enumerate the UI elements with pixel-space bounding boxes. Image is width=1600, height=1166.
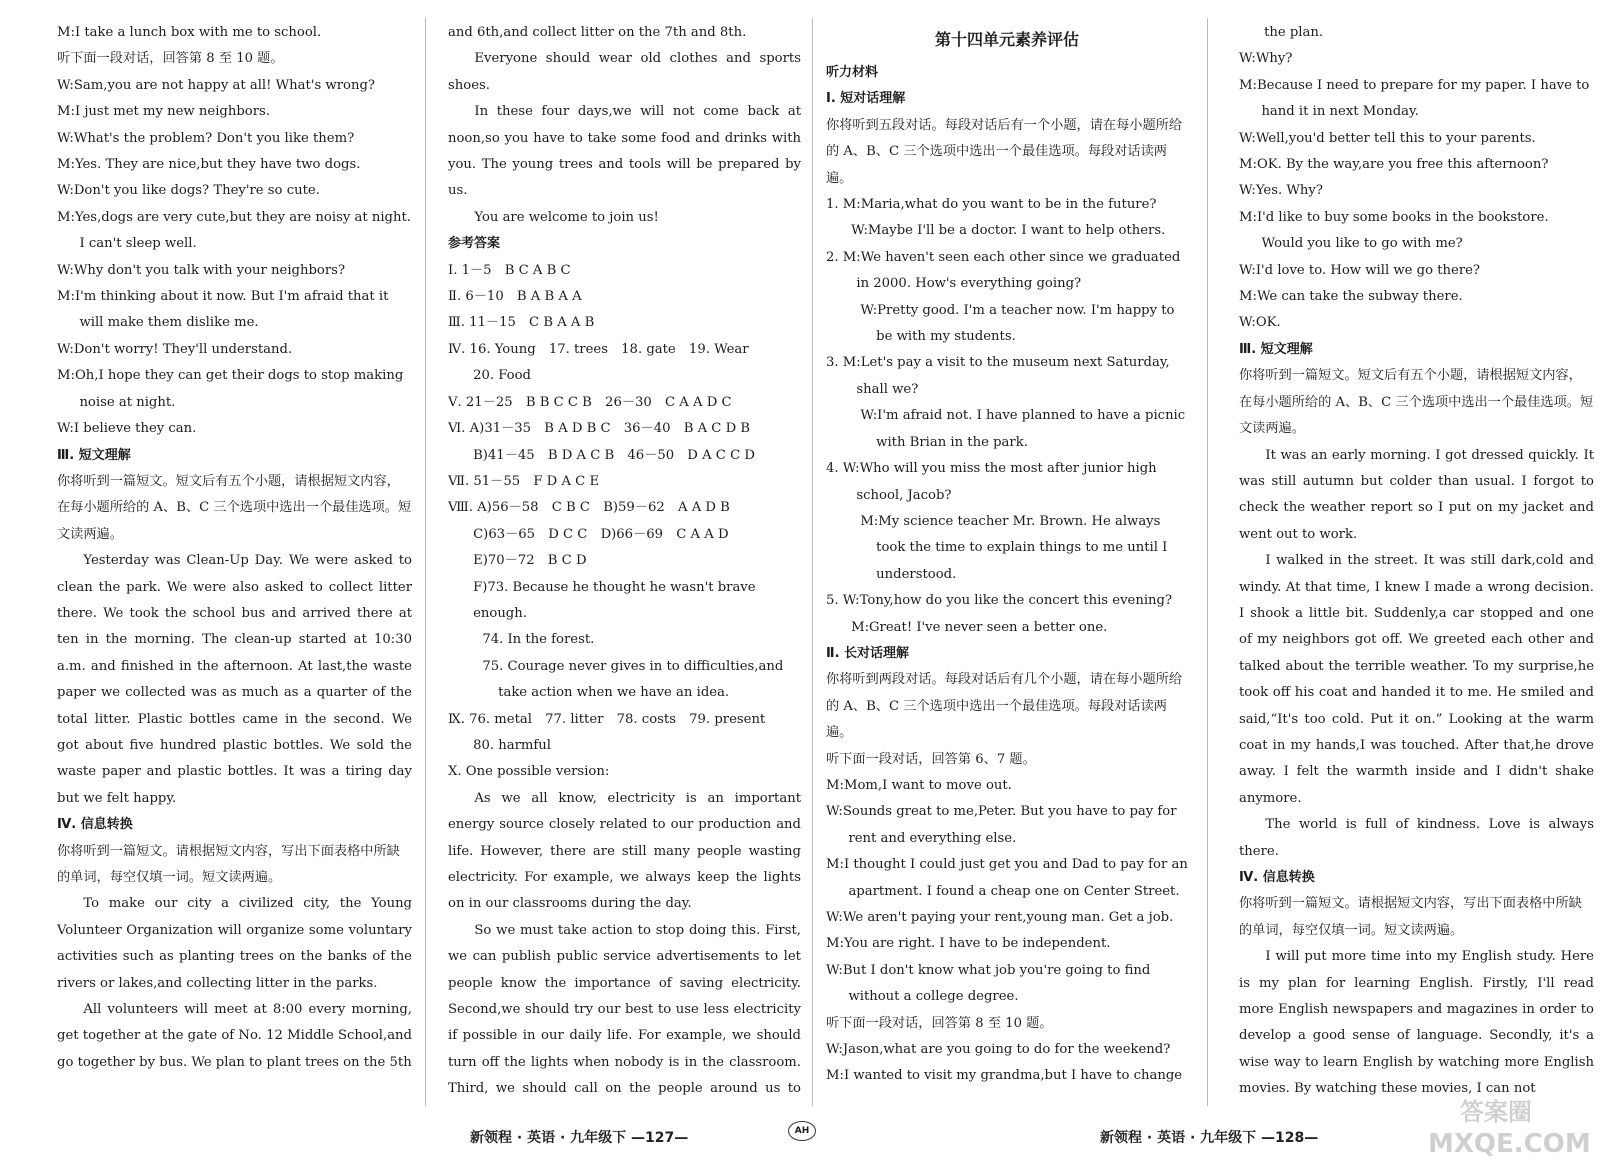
text-line: M:Because I need to prepare for my paper. I have to hand it in next Monday. (1239, 77, 1590, 120)
text-line: W:Why? (1239, 51, 1293, 67)
text-line: I will put more time into my English study. Here is my plan for learning English. Firstly, I'll read more English newspapers and magazines in order to develop a good sense of language. Secondly, it's a wise way to learn English by watching more English movies. By watching these movies, I can not (1239, 949, 1594, 1097)
text-line: 20. Food (473, 368, 531, 384)
text-line: The world is full of kindness. Love is always there. (1239, 817, 1594, 859)
text-line: You are welcome to join us! (474, 209, 659, 225)
text-line: So we must take action to stop doing this. First, we can publish public service advertisements to let people know the importance of saving electricity. Second,we should try our best to use less electricity if possible in our daily life. For example, we should turn off the lights when nobody is in the classroom. Third, we should call on the people around us to (448, 922, 801, 1097)
text-line: As we all know, electricity is an important energy source closely related to our production and life. However, there are still many people wasting electricity. For example, we always keep the lights on in our classrooms during the day. (448, 790, 801, 912)
text-line: W:Jason,what are you going to do for the weekend? (826, 1042, 1171, 1058)
text-line: the plan. (1264, 25, 1324, 40)
text-line: W:Don't you like dogs? They're so cute. (57, 183, 320, 199)
page-gutter (812, 18, 813, 1106)
text-line: 5. W:Tony,how do you like the concert this evening? (826, 593, 1173, 609)
text-line: Everyone should wear old clothes and sports shoes. (448, 51, 801, 93)
text-line: W:Sounds great to me,Peter. But you have to pay for rent and everything else. (826, 804, 1177, 846)
text-line: M:I just met my new neighbors. (57, 104, 271, 120)
watermark-logo (1420, 1090, 1595, 1160)
text-line: To make our city a civilized city, the Young Volunteer Organization will organize some voluntary activities such as planting trees on the banks of the rivers or lakes,and collecting litter in the parks. (57, 896, 412, 991)
section-heading: Ⅲ. 短文理解 (1239, 341, 1313, 357)
text-line: 你将听到一篇短文。请根据短文内容，写出下面表格中所缺的单词，每空仅填一词。短文读两遍。 (1239, 896, 1582, 938)
text-line: W:Maybe I'll be a doctor. I want to help others. (851, 223, 1166, 239)
text-line: 你将听到一篇短文。短文后有五个小题，请根据短文内容，在每小题所给的 A、B、C 三个选项中选出一个最佳选项。短文读两遍。 (57, 473, 412, 542)
text-line: W:Yes. Why? (1239, 183, 1323, 199)
section-heading: 参考答案 (448, 236, 501, 252)
text-line: W:What's the problem? Don't you like them? (57, 130, 355, 146)
text-line: W:OK. (1239, 315, 1281, 331)
text-line: W:Well,you'd better tell this to your parents. (1239, 130, 1536, 146)
text-line: 你将听到一篇短文。请根据短文内容，写出下面表格中所缺的单词，每空仅填一词。短文读两遍。 (57, 843, 400, 885)
text-line: 75. Courage never gives in to difficulties,and take action when we have an idea. (482, 658, 784, 701)
text-line: All volunteers will meet at 8:00 every morning, get together at the gate of No. 12 Middle School,and go together by bus. We plan to plant trees on the 5th (57, 1002, 412, 1070)
text-line: 听下面一段对话，回答第 8 至 10 题。 (826, 1015, 1053, 1031)
section-heading: 听力材料 (826, 65, 879, 80)
text-line: M:I thought I could just get you and Dad to pay for an apartment. I found a cheap one on Center Street. (826, 857, 1188, 899)
text-line: Ⅱ. 6－10 B A B A A (448, 289, 582, 305)
watermark-text-cn: 答案圈 (1460, 1098, 1532, 1126)
text-line: Ⅲ. 11－15 C B A A B (448, 315, 595, 331)
section-heading: Ⅲ. 短文理解 (57, 447, 131, 463)
right-page-footer: 新领程 · 英语 · 九年级下 —128— (1100, 1130, 1319, 1146)
text-line: C)63－65 D C C D)66－69 C A A D (473, 526, 729, 542)
text-line: M:Yes,dogs are very cute,but they are noisy at night. I can't sleep well. (57, 209, 411, 252)
text-line: M:I take a lunch box with me to school. (57, 25, 322, 40)
text-line: W:Don't worry! They'll understand. (57, 341, 293, 357)
text-line: W:Sam,you are not happy at all! What's wrong? (57, 77, 375, 93)
text-line: 听下面一段对话，回答第 8 至 10 题。 (57, 51, 284, 67)
text-line: 你将听到两段对话。每段对话后有几个小题，请在每小题所给的 A、B、C 三个选项中选出一个最佳选项。每段对话读两遍。 (826, 672, 1183, 741)
text-line: M:Mom,I want to move out. (826, 777, 1012, 793)
text-line: W:I'm afraid not. I have planned to have a picnic with Brian in the park. (860, 408, 1186, 450)
text-line: M:My science teacher Mr. Brown. He always took the time to explain things to me until I understood. (860, 513, 1168, 582)
right-page-column-1 (826, 20, 1188, 1105)
text-line: I walked in the street. It was still dark,cold and windy. At that time, I knew I made a wrong decision. I shook a little bit. Suddenly,a car stopped and one of my neighbors got off. We greeted each other and talked about the terrible weather. To my surprise,he took off his coat and handed it to me. He smiled and said,“It's too cold. Put it on.” Looking at the warm coat in my hands,I was touched. After that,he drove away. I felt the warmth inside and I didn't shake anymore. (1239, 553, 1594, 806)
left-page-column-2 (448, 20, 801, 1105)
text-line: F)73. Because he thought he wasn't brave enough. (473, 579, 756, 621)
text-line: Ⅰ. 1－5 B C A B C (448, 262, 571, 278)
text-line: Ⅵ. A)31－35 B A D B C 36－40 B A C D B (448, 421, 751, 437)
text-line: W:Why don't you talk with your neighbors? (57, 262, 346, 278)
text-line: Ⅹ. One possible version: (448, 764, 610, 780)
text-line: M:You are right. I have to be independent. (826, 936, 1111, 952)
watermark-text-en: MXQE.COM (1428, 1129, 1591, 1159)
left-page-footer: 新领程 · 英语 · 九年级下 —127— (470, 1130, 689, 1146)
publisher-logo: AH (788, 1121, 816, 1141)
text-line: W:But I don't know what job you're going to find without a college degree. (826, 962, 1151, 1005)
text-line: M:I'd like to buy some books in the bookstore. Would you like to go with me? (1239, 209, 1549, 252)
unit-title: 第十四单元素养评估 (934, 30, 1079, 49)
text-line: M:We can take the subway there. (1239, 289, 1463, 305)
text-line: M:I'm thinking about it now. But I'm afraid that it will make them dislike me. (57, 289, 389, 331)
section-heading: Ⅰ. 短对话理解 (826, 91, 906, 107)
text-line: E)70－72 B C D (473, 553, 587, 569)
section-heading: Ⅱ. 长对话理解 (826, 645, 910, 661)
text-line: W:I believe they can. (57, 421, 197, 437)
text-line: and 6th,and collect litter on the 7th and 8th. (448, 25, 747, 40)
section-heading: Ⅳ. 信息转换 (1239, 870, 1315, 885)
text-line: M:Oh,I hope they can get their dogs to stop making noise at night. (57, 368, 404, 410)
text-line: 1. M:Maria,what do you want to be in the future? (826, 197, 1157, 213)
text-line: M:OK. By the way,are you free this afternoon? (1239, 157, 1549, 173)
text-line: Yesterday was Clean-Up Day. We were asked to clean the park. We were also asked to collect litter there. We took the school bus and arrived there at ten in the morning. The clean-up started at 10:30 a.m. and finished in the afternoon. At last,the waste paper we collected was as much as a quarter of the total litter. Plastic bottles came in the second. We got about five hundred plastic bottles. We sold the waste paper and plastic bottles. It was a tiring day but we felt happy. (57, 553, 412, 806)
text-line: Ⅸ. 76. metal 77. litter 78. costs 79. present (448, 711, 766, 727)
text-line: M:Great! I've never seen a better one. (851, 619, 1108, 635)
text-line: B)41－45 B D A C B 46－50 D A C C D (473, 447, 755, 463)
text-line: W:We aren't paying your rent,young man. Get a job. (826, 910, 1174, 925)
column-divider (425, 18, 426, 1106)
text-line: 80. harmful (473, 737, 551, 753)
text-line: 2. M:We haven't seen each other since we graduated in 2000. How's everything going? (826, 249, 1181, 292)
section-heading: Ⅳ. 信息转换 (57, 817, 133, 833)
text-line: 你将听到五段对话。每段对话后有一个小题，请在每小题所给的 A、B、C 三个选项中选出一个最佳选项。每段对话读两遍。 (826, 117, 1183, 186)
text-line: 3. M:Let's pay a visit to the museum next Saturday, shall we? (826, 355, 1170, 397)
text-line: It was an early morning. I got dressed quickly. It was still autumn but colder than usual. I forgot to check the weather report so I put on my jacket and went out to work. (1239, 447, 1594, 542)
text-line: 4. W:Who will you miss the most after junior high school, Jacob? (826, 461, 1157, 503)
left-page-column-1 (57, 20, 412, 1105)
text-line: 听下面一段对话，回答第 6、7 题。 (826, 751, 1036, 767)
text-line: M:I wanted to visit my grandma,but I have to change (826, 1068, 1183, 1084)
text-line: Ⅷ. A)56－58 C B C B)59－62 A A D B (448, 500, 730, 516)
text-line: 你将听到一篇短文。短文后有五个小题，请根据短文内容，在每小题所给的 A、B、C 三个选项中选出一个最佳选项。短文读两遍。 (1239, 368, 1594, 437)
column-divider (1207, 18, 1208, 1106)
text-line: 74. In the forest. (482, 632, 595, 648)
text-line: Ⅶ. 51－55 F D A C E (448, 473, 600, 489)
text-line: Ⅴ. 21－25 B B C C B 26－30 C A A D C (448, 394, 732, 410)
text-line: In these four days,we will not come back at noon,so you have to take some food and drinks with you. The young trees and tools will be prepared by us. (448, 104, 801, 199)
right-page-column-2 (1239, 20, 1594, 1105)
text-line: W:I'd love to. How will we go there? (1239, 262, 1480, 278)
text-line: M:Yes. They are nice,but they have two dogs. (57, 157, 361, 173)
text-line: Ⅳ. 16. Young 17. trees 18. gate 19. Wear (448, 341, 749, 357)
text-line: W:Pretty good. I'm a teacher now. I'm happy to be with my students. (860, 302, 1175, 345)
